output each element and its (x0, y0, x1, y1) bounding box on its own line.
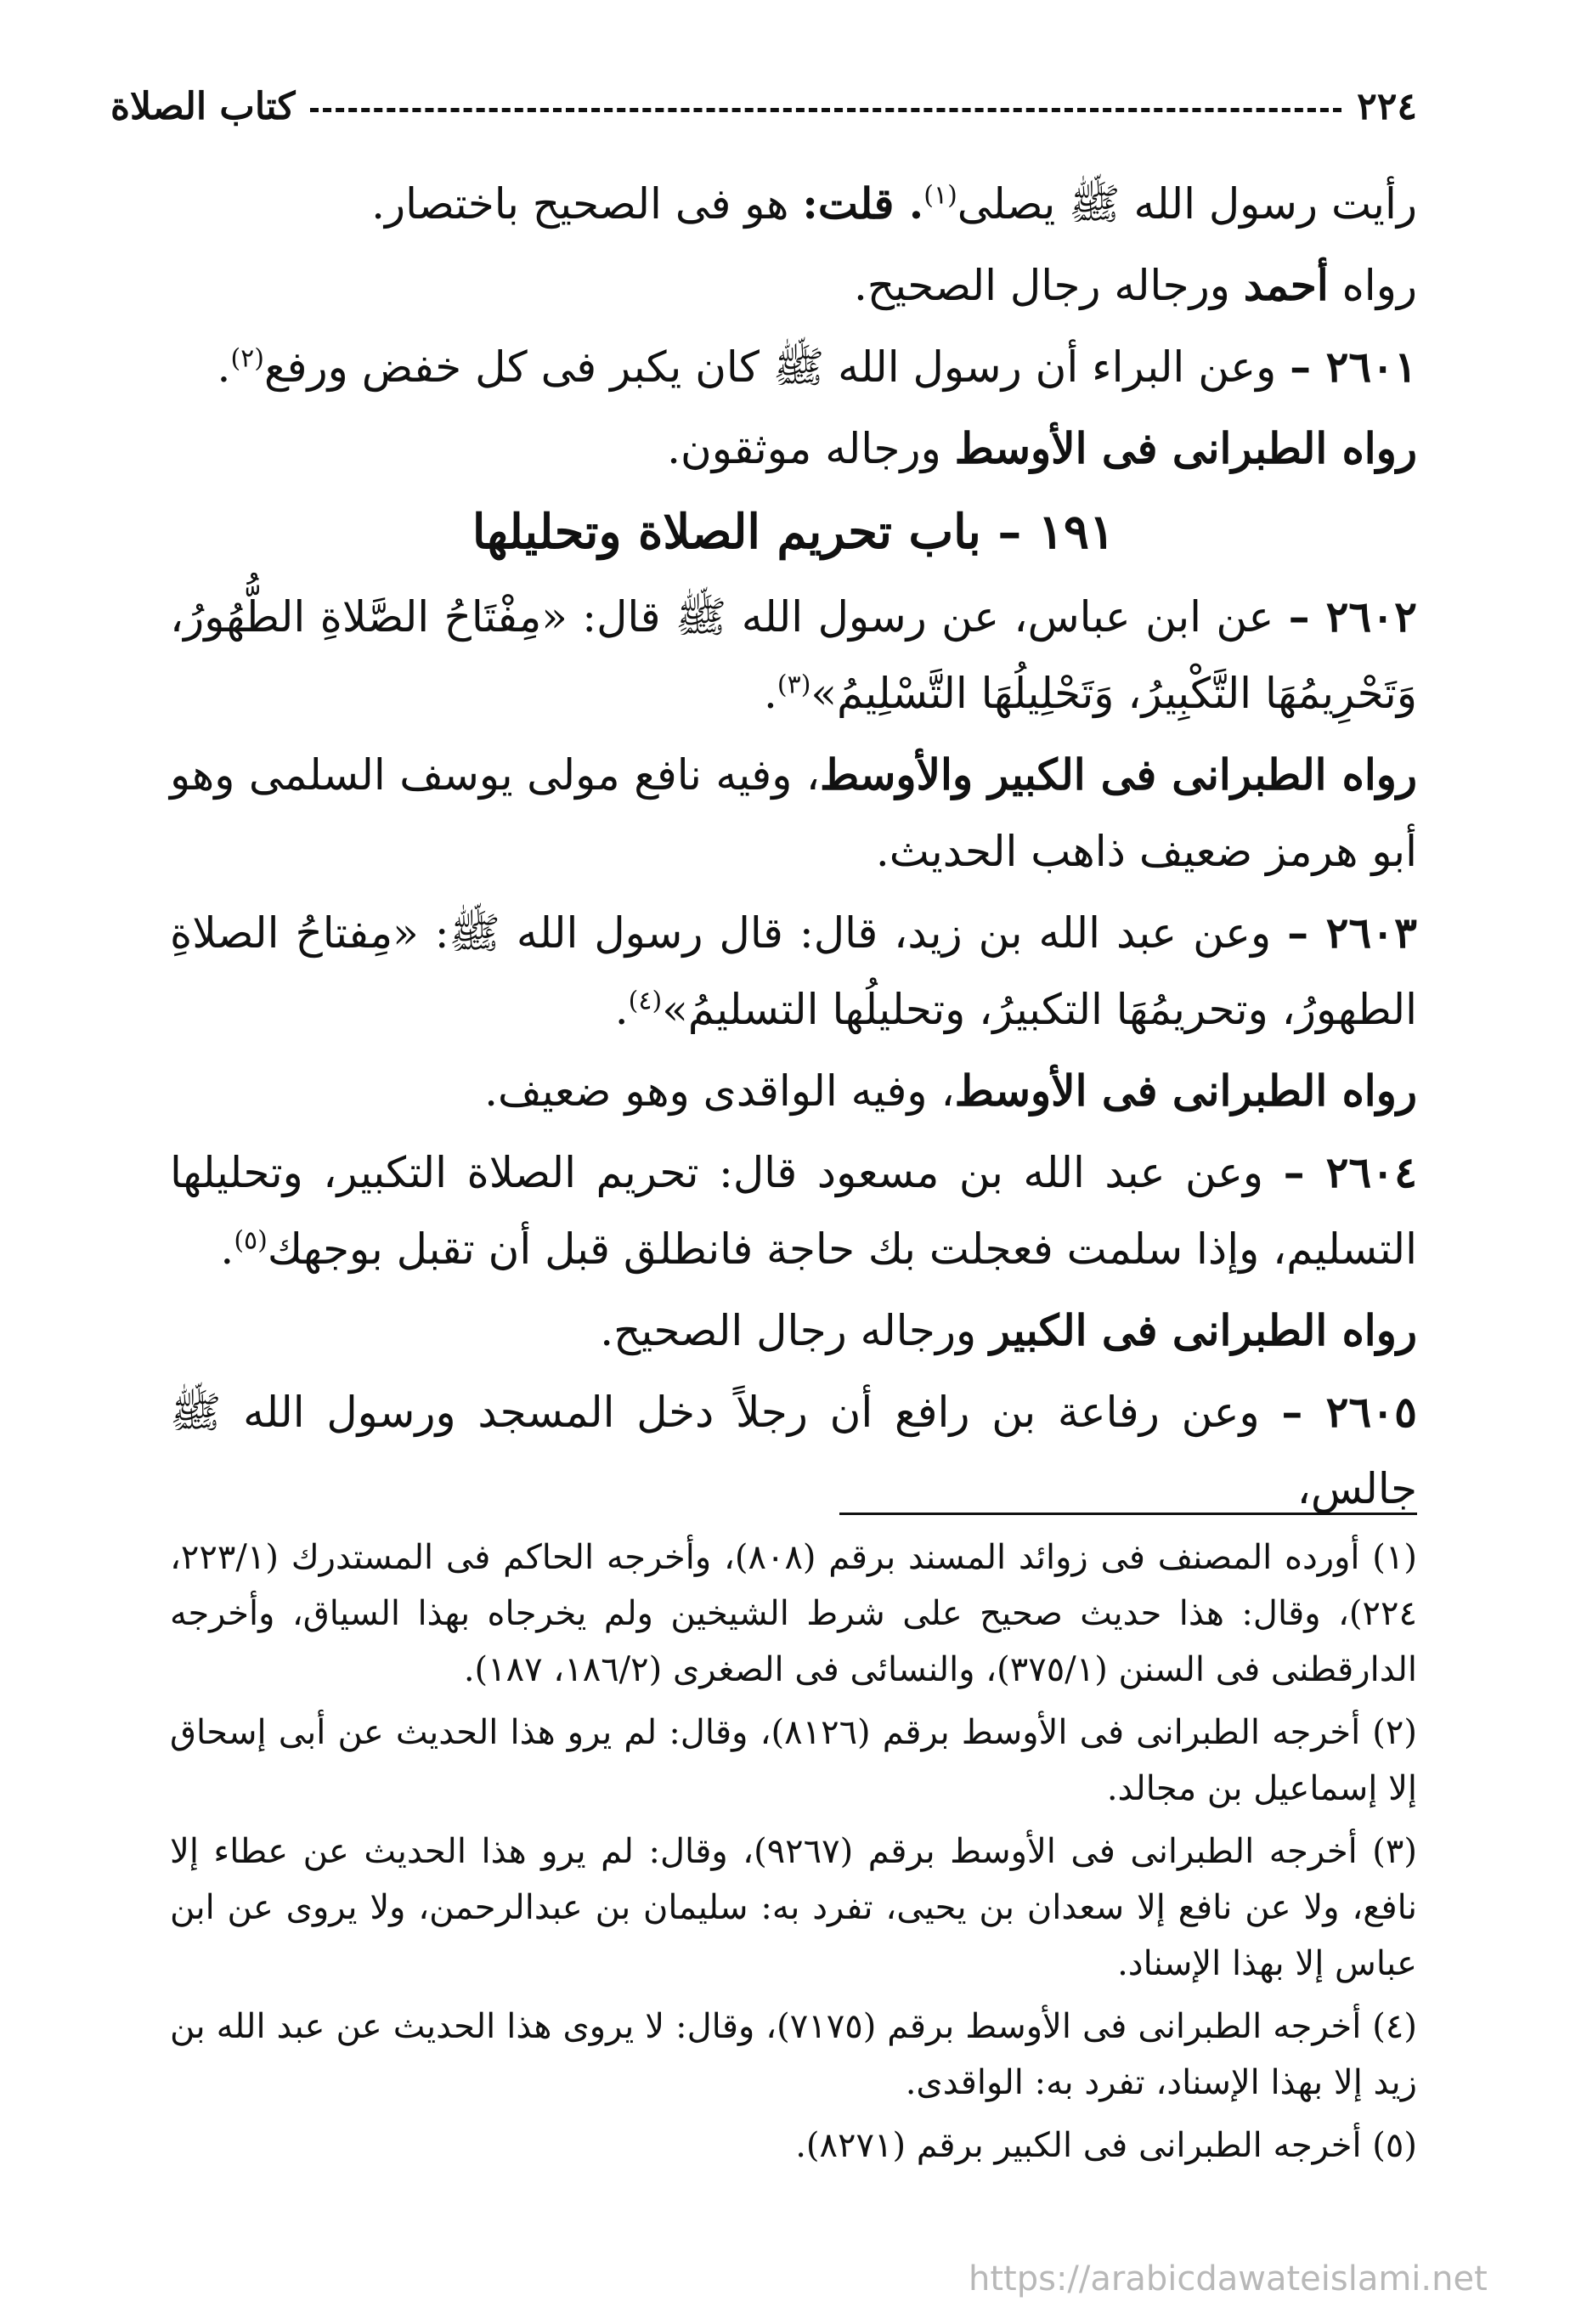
narration-note: رواه أحمد ورجاله رجال الصحيح. (853, 260, 1417, 310)
page-number: ٢٢٤ (1357, 84, 1417, 128)
hadith-number: ٢٦٠٤ – (1283, 1147, 1417, 1197)
footnote-4: (٤) أخرجه الطبرانى فى الأوسط برقم (٧١٧٥)، وقال: لا يروى هذا الحديث عن عبد الله بن زيد إلا بهذا الإسناد، تفرد به: الواقدى. (170, 2007, 1417, 2102)
chapter-heading: ١٩١ – باب تحريم الصلاة وتحليلها (472, 504, 1115, 560)
header-dashed-line (310, 108, 1341, 112)
footnote-2: (٢) أخرجه الطبرانى فى الأوسط برقم (٨١٢٦)، وقال: لم يرو هذا الحديث عن أبى إسحاق إلا إسماعيل بن مجالد. (170, 1713, 1417, 1808)
hadith-2603: ٢٦٠٣ – وعن عبد الله بن زيد، قال: قال رسول الله ﷺ: «مِفتاحُ الصلاةِ الطهورُ، وتحريمُهَا التكبيرُ، وتحليلُها التسليمُ»$^{(٤)}$. (170, 908, 1417, 1034)
book-title: كتاب الصلاة (110, 84, 296, 128)
hadith-2602: ٢٦٠٢ – عن ابن عباس، عن رسول الله ﷺ قال: «مِفْتَاحُ الصَّلاةِ الطُّهُورُ، وَتَحْرِيمُهَا التَّكْبِيرُ، وَتَحْلِيلُهَا التَّسْلِيمُ»$^{(٣)}$. (170, 591, 1417, 718)
footnote-ref-4[interactable]: (٤) (628, 986, 663, 1016)
footnote-ref-1[interactable]: (١) (923, 180, 957, 211)
narration-note: رواه الطبرانى فى الأوسط، وفيه الواقدى وهو ضعيف. (484, 1066, 1417, 1116)
footnote-1: (١) أورده المصنف فى زوائد المسند برقم (٨٠٨)، وأخرجه الحاكم فى المستدرك (٢٢٣/١، ٢٢٤)، وقال: هذا حديث صحيح على شرط الشيخين ولم يخرجاه بهذا السياق، وأخرجه الدارقطنى فى السنن (٣٧٥/١)، والنسائى فى الصغرى (١٨٦/٢، ١٨٧). (170, 1538, 1417, 1689)
footnotes (170, 1530, 1417, 2180)
hadith-number: ٢٦٠٣ – (1287, 908, 1417, 958)
main-text (170, 166, 1417, 1532)
footnote-3: (٣) أخرجه الطبرانى فى الأوسط برقم (٩٢٦٧)، وقال: لم يرو هذا الحديث عن عطاء إلا نافع، ولا عن نافع إلا سعدان بن يحيى، تفرد به: سليمان بن عبدالرحمن، ولا يروى عن ابن عباس إلا بهذا الإسناد. (170, 1832, 1418, 1983)
footnote-ref-2[interactable]: (٢) (230, 343, 265, 374)
hadith-2601: ٢٦٠١ – وعن البراء أن رسول الله ﷺ كان يكبر فى كل خفض ورفع$^{(٢)}$. (217, 342, 1417, 392)
narration-note: رواه الطبرانى فى الكبير والأوسط، وفيه نافع مولى يوسف السلمى وهو أبو هرمز ضعيف ذاهب الحديث. (170, 749, 1417, 876)
narration-note: رواه الطبرانى فى الأوسط ورجاله موثقون. (667, 423, 1417, 473)
hadith-number: ٢٦٠١ – (1290, 342, 1417, 392)
footnote-separator (839, 1513, 1417, 1515)
hadith-number: ٢٦٠٢ – (1288, 591, 1417, 642)
narration-note: رواه الطبرانى فى الكبير ورجاله رجال الصحيح. (600, 1305, 1417, 1355)
page-header (110, 76, 1417, 136)
paragraph-continuation: رأيت رسول الله ﷺ يصلى$^{(١)}$. قلت: هو فى الصحيح باختصار. (371, 178, 1417, 229)
hadith-2604: ٢٦٠٤ – وعن عبد الله بن مسعود قال: تحريم الصلاة التكبير، وتحليلها التسليم، وإذا سلمت فعجلت بك حاجة فانطلق قبل أن تقبل بوجهك$^{(٥)}$. (170, 1147, 1417, 1274)
hadith-number: ٢٦٠٥ – (1281, 1387, 1417, 1437)
footnote-5: (٥) أخرجه الطبرانى فى الكبير برقم (٨٢٧١). (795, 2126, 1417, 2165)
hadith-2605: ٢٦٠٥ – وعن رفاعة بن رافع أن رجلاً دخل المسجد ورسول الله ﷺ جالس، (170, 1387, 1417, 1513)
footnote-ref-5[interactable]: (٥) (234, 1225, 268, 1256)
footnote-ref-3[interactable]: (٣) (777, 670, 811, 700)
watermark: https://arabicdawateislami.net (969, 2259, 1488, 2299)
